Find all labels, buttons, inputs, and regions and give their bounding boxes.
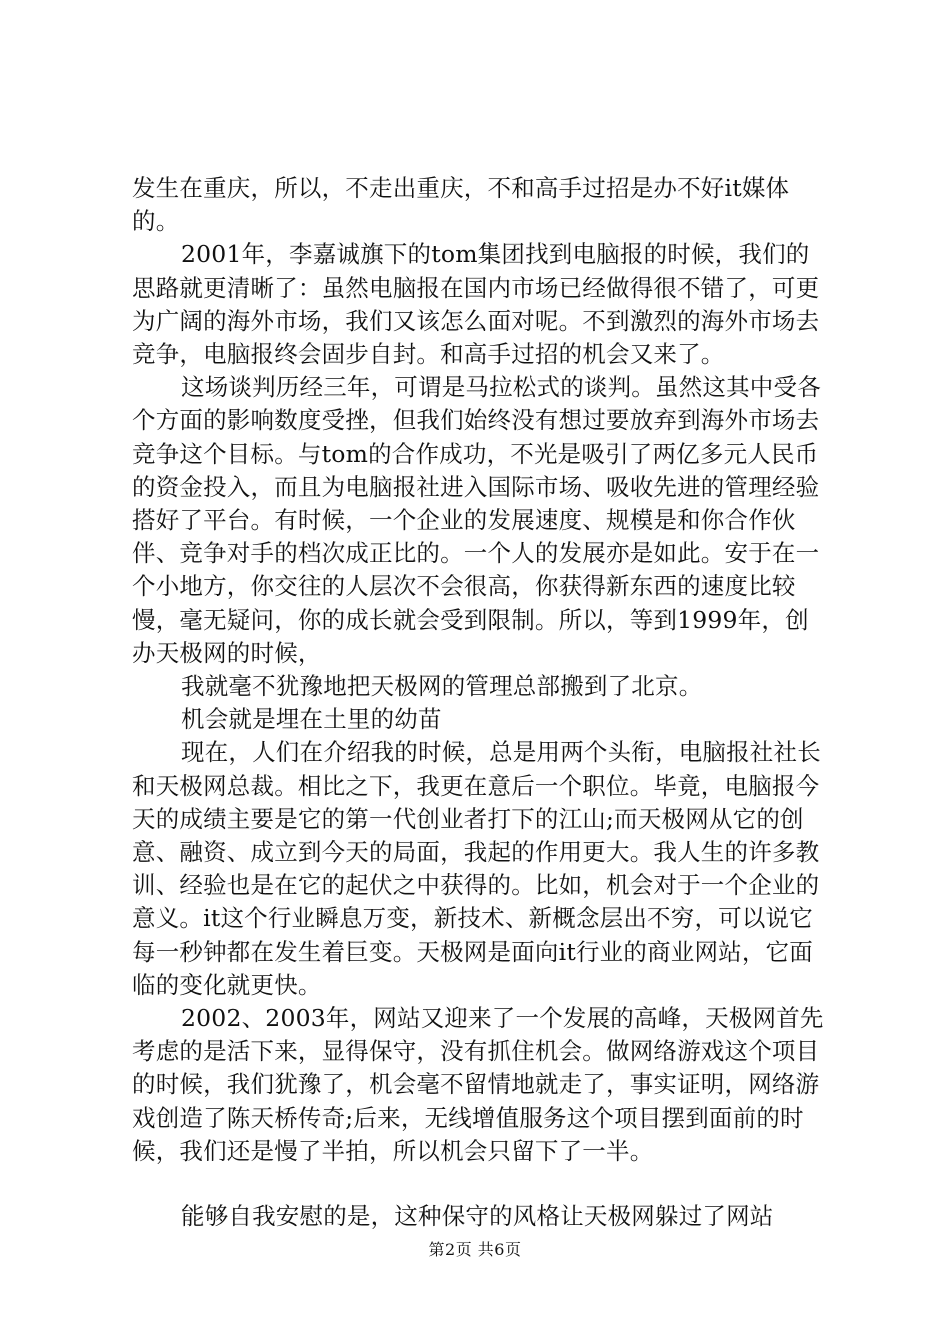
paragraph-5: 现在，人们在介绍我的时候，总是用两个头衔，电脑报社社长和天极网总裁。相比之下，我更在意后一个职位。毕竟，电脑报今天的成绩主要是它的第一代创业者打下的江山;而天极网从它的创意、融资、成立到今天的局面，我起的作用更大。我人生的许多教训、经验也是在它的起伏之中获得的。比如，机会对于一个企业的意义。it这个行业瞬息万变，新技术、新概念层出不穷，可以说它每一秒钟都在发生着巨变。天极网是面向it行业的商业网站，它面临的变化就更快。	[132, 738, 821, 999]
paragraph-1: 发生在重庆，所以，不走出重庆，不和高手过招是办不好it媒体的。	[132, 174, 790, 236]
section-heading: 机会就是埋在土里的幼苗	[181, 705, 442, 734]
paragraph-6: 2002、2003年，网站又迎来了一个发展的高峰，天极网首先考虑的是活下来，显得保守，没有抓住机会。做网络游戏这个项目的时候，我们犹豫了，机会毫不留情地就走了，事实证明，网络游戏创造了陈天桥传奇;后来，无线增值服务这个项目摆到面前的时候，我们还是慢了半拍，所以机会只留下了一半。	[132, 1004, 824, 1165]
page-footer: 第2页 共6页	[428, 1240, 522, 1259]
paragraph-7: 能够自我安慰的是，这种保守的风格让天极网躲过了网站	[181, 1202, 774, 1231]
paragraph-2: 2001年，李嘉诚旗下的tom集团找到电脑报的时候，我们的思路就更清晰了：虽然电脑报在国内市场已经做得很不错了，可更为广阔的海外市场，我们又该怎么面对呢。不到激烈的海外市场去竞争，电脑报终会固步自封。和高手过招的机会又来了。	[132, 240, 820, 369]
paragraph-3: 这场谈判历经三年，可谓是马拉松式的谈判。虽然这其中受各个方面的影响数度受挫，但我们始终没有想过要放弃到海外市场去竞争这个目标。与tom的合作成功，不光是吸引了两亿多元人民币的资金投入，而且为电脑报社进入国际市场、吸收先进的管理经验搭好了平台。有时候，一个企业的发展速度、规模是和你合作伙伴、竞争对手的档次成正比的。一个人的发展亦是如此。安于在一个小地方，你交往的人层次不会很高，你获得新东西的速度比较慢，毫无疑问，你的成长就会受到限制。所以，等到1999年，创办天极网的时候，	[132, 373, 821, 667]
paragraph-4: 我就毫不犹豫地把天极网的管理总部搬到了北京。	[181, 672, 703, 701]
document-body	[132, 172, 832, 1233]
paragraph-spacer	[132, 1168, 832, 1200]
